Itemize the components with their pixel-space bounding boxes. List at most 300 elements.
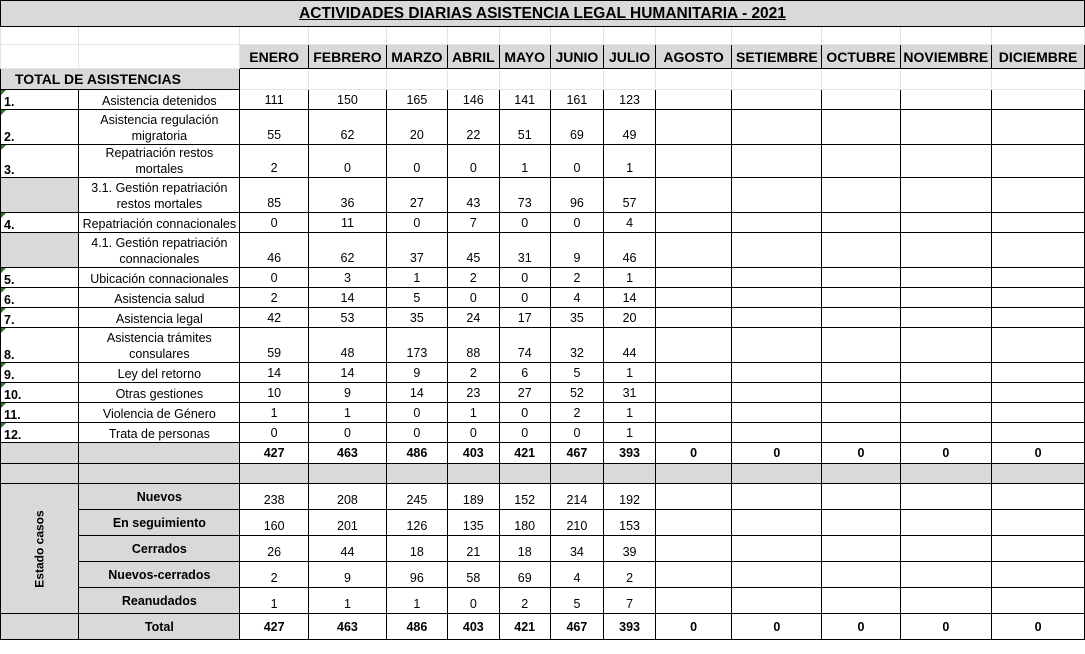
activity-value[interactable]: 43 [447,178,499,213]
activity-value[interactable]: 74 [499,328,550,363]
activities-total-value[interactable]: 421 [499,443,550,464]
activity-value[interactable] [732,268,822,288]
empty-cell[interactable] [550,69,604,90]
separator-cell[interactable] [550,464,604,484]
activity-value[interactable]: 44 [604,328,656,363]
activity-value[interactable] [900,110,992,145]
activity-value[interactable] [732,145,822,178]
activity-value[interactable]: 0 [499,268,550,288]
status-value[interactable] [992,536,1085,562]
status-value[interactable] [900,536,992,562]
activity-label[interactable]: Violencia de Género [79,403,240,423]
activity-value[interactable] [900,178,992,213]
activity-value[interactable]: 9 [550,233,604,268]
activity-number-blank[interactable] [1,178,79,213]
activity-value[interactable]: 53 [308,308,386,328]
status-value[interactable]: 0 [447,588,499,614]
empty-cell[interactable] [822,27,900,45]
empty-cell[interactable] [240,27,309,45]
status-value[interactable] [900,484,992,510]
activity-value[interactable]: 111 [240,90,309,110]
separator-cell[interactable] [499,464,550,484]
status-value[interactable]: 26 [240,536,309,562]
activity-value[interactable] [822,308,900,328]
activity-value[interactable]: 0 [447,423,499,443]
activity-value[interactable]: 1 [499,145,550,178]
empty-cell[interactable] [900,27,992,45]
activity-value[interactable]: 0 [240,268,309,288]
status-total-value[interactable]: 0 [992,614,1085,640]
activity-value[interactable]: 1 [604,145,656,178]
status-value[interactable]: 44 [308,536,386,562]
activity-value[interactable]: 69 [550,110,604,145]
status-value[interactable] [992,484,1085,510]
total-blank[interactable] [1,443,79,464]
activity-label[interactable]: Asistencia trámites consulares [79,328,240,363]
activity-value[interactable] [900,213,992,233]
activity-label[interactable]: Asistencia regulación migratoria [79,110,240,145]
status-value[interactable]: 152 [499,484,550,510]
status-value[interactable] [822,510,900,536]
activity-value[interactable] [655,328,731,363]
activity-value[interactable]: 0 [447,145,499,178]
status-value[interactable]: 2 [499,588,550,614]
status-label[interactable]: Cerrados [79,536,240,562]
activity-label[interactable]: Otras gestiones [79,383,240,403]
activity-value[interactable]: 10 [240,383,309,403]
empty-cell[interactable] [900,69,992,90]
empty-cell[interactable] [447,27,499,45]
activity-value[interactable] [822,363,900,383]
status-value[interactable] [822,562,900,588]
empty-cell[interactable] [822,69,900,90]
activity-label[interactable]: Repatriación restos mortales [79,145,240,178]
activities-total-value[interactable]: 427 [240,443,309,464]
activities-total-value[interactable]: 0 [822,443,900,464]
sheet-title[interactable]: ACTIVIDADES DIARIAS ASISTENCIA LEGAL HUMANITARIA - 2021 [1,1,1085,27]
activities-total-value[interactable]: 467 [550,443,604,464]
status-value[interactable]: 189 [447,484,499,510]
activity-number[interactable]: 9. [1,363,79,383]
activity-value[interactable] [655,145,731,178]
activity-value[interactable]: 0 [550,213,604,233]
activity-value[interactable]: 2 [550,268,604,288]
status-total-value[interactable]: 0 [900,614,992,640]
activity-value[interactable]: 150 [308,90,386,110]
status-value[interactable] [655,484,731,510]
month-header-diciembre[interactable]: DICIEMBRE [992,45,1085,69]
month-header-agosto[interactable]: AGOSTO [655,45,731,69]
activity-value[interactable]: 0 [386,213,447,233]
activity-value[interactable]: 0 [386,403,447,423]
status-value[interactable]: 2 [240,562,309,588]
status-value[interactable] [732,562,822,588]
activity-value[interactable]: 14 [604,288,656,308]
activity-value[interactable] [655,110,731,145]
activity-value[interactable]: 62 [308,233,386,268]
activity-value[interactable] [992,363,1085,383]
activity-value[interactable]: 3 [308,268,386,288]
month-header-noviembre[interactable]: NOVIEMBRE [900,45,992,69]
activity-value[interactable]: 20 [604,308,656,328]
activity-value[interactable] [822,213,900,233]
empty-cell[interactable] [499,27,550,45]
status-value[interactable]: 214 [550,484,604,510]
status-value[interactable]: 201 [308,510,386,536]
activity-value[interactable] [822,383,900,403]
separator-cell[interactable] [1,464,79,484]
activity-value[interactable]: 46 [604,233,656,268]
status-total-value[interactable]: 0 [732,614,822,640]
activity-value[interactable]: 0 [550,423,604,443]
activity-value[interactable] [732,178,822,213]
activities-total-value[interactable]: 463 [308,443,386,464]
status-value[interactable] [822,588,900,614]
status-total-value[interactable]: 393 [604,614,656,640]
empty-cell[interactable] [992,27,1085,45]
empty-cell[interactable] [79,45,240,69]
status-value[interactable]: 96 [386,562,447,588]
activity-value[interactable]: 146 [447,90,499,110]
activity-label[interactable]: 3.1. Gestión repatriación restos mortales [79,178,240,213]
activity-label[interactable]: Asistencia salud [79,288,240,308]
status-value[interactable] [822,536,900,562]
status-value[interactable]: 5 [550,588,604,614]
activity-value[interactable] [655,308,731,328]
activity-value[interactable]: 1 [308,403,386,423]
activity-value[interactable]: 7 [447,213,499,233]
activity-number[interactable]: 7. [1,308,79,328]
status-value[interactable]: 18 [499,536,550,562]
activity-value[interactable]: 35 [386,308,447,328]
activity-value[interactable]: 0 [499,423,550,443]
status-value[interactable]: 180 [499,510,550,536]
empty-cell[interactable] [1,45,79,69]
activity-value[interactable]: 0 [386,145,447,178]
status-total-value[interactable]: 0 [822,614,900,640]
activities-total-value[interactable]: 0 [655,443,731,464]
activity-value[interactable] [732,308,822,328]
status-value[interactable] [732,536,822,562]
activity-number[interactable]: 4. [1,213,79,233]
status-value[interactable] [655,536,731,562]
status-value[interactable] [900,562,992,588]
separator-cell[interactable] [386,464,447,484]
separator-cell[interactable] [822,464,900,484]
separator-cell[interactable] [655,464,731,484]
activity-value[interactable]: 22 [447,110,499,145]
activity-label[interactable]: Repatriación connacionales [79,213,240,233]
status-value[interactable]: 2 [604,562,656,588]
activity-value[interactable]: 0 [386,423,447,443]
status-value[interactable]: 69 [499,562,550,588]
empty-cell[interactable] [447,69,499,90]
activity-value[interactable]: 31 [499,233,550,268]
activities-total-value[interactable]: 403 [447,443,499,464]
activities-total-value[interactable]: 0 [900,443,992,464]
status-value[interactable]: 18 [386,536,447,562]
section-total-asistencias[interactable]: TOTAL DE ASISTENCIAS [1,69,240,90]
activity-value[interactable]: 4 [604,213,656,233]
month-header-enero[interactable]: ENERO [240,45,309,69]
status-value[interactable]: 7 [604,588,656,614]
activity-number[interactable]: 6. [1,288,79,308]
status-value[interactable]: 58 [447,562,499,588]
empty-cell[interactable] [386,69,447,90]
estado-casos-label[interactable] [1,484,79,614]
activity-value[interactable]: 0 [308,145,386,178]
status-label[interactable]: En seguimiento [79,510,240,536]
activity-value[interactable]: 20 [386,110,447,145]
activity-value[interactable]: 1 [604,403,656,423]
activity-value[interactable] [822,233,900,268]
activity-value[interactable] [655,383,731,403]
activity-value[interactable] [732,110,822,145]
activity-value[interactable]: 11 [308,213,386,233]
activity-value[interactable]: 0 [447,288,499,308]
activity-value[interactable] [732,90,822,110]
status-value[interactable]: 160 [240,510,309,536]
activity-value[interactable]: 9 [308,383,386,403]
activity-value[interactable]: 45 [447,233,499,268]
status-value[interactable]: 126 [386,510,447,536]
status-total-value[interactable]: 0 [655,614,731,640]
activity-label[interactable]: Ley del retorno [79,363,240,383]
status-value[interactable]: 238 [240,484,309,510]
activity-value[interactable] [992,233,1085,268]
activity-value[interactable]: 23 [447,383,499,403]
activity-value[interactable]: 1 [447,403,499,423]
activity-value[interactable]: 2 [447,363,499,383]
empty-cell[interactable] [655,27,731,45]
activity-value[interactable] [992,423,1085,443]
activity-value[interactable] [992,403,1085,423]
status-value[interactable] [822,484,900,510]
activity-value[interactable]: 27 [386,178,447,213]
empty-cell[interactable] [655,69,731,90]
separator-cell[interactable] [79,464,240,484]
month-header-mayo[interactable]: MAYO [499,45,550,69]
activity-value[interactable] [992,213,1085,233]
activity-value[interactable]: 51 [499,110,550,145]
activity-value[interactable] [655,233,731,268]
activity-value[interactable] [992,383,1085,403]
empty-cell[interactable] [386,27,447,45]
month-header-marzo[interactable]: MARZO [386,45,447,69]
separator-cell[interactable] [447,464,499,484]
status-value[interactable]: 39 [604,536,656,562]
activity-value[interactable]: 27 [499,383,550,403]
activity-number[interactable]: 11. [1,403,79,423]
activity-value[interactable] [732,423,822,443]
activity-value[interactable]: 14 [240,363,309,383]
activity-value[interactable]: 165 [386,90,447,110]
activity-value[interactable] [822,403,900,423]
activity-value[interactable]: 0 [550,145,604,178]
activity-value[interactable]: 1 [604,423,656,443]
status-value[interactable]: 21 [447,536,499,562]
activity-value[interactable]: 36 [308,178,386,213]
separator-cell[interactable] [240,464,309,484]
activity-value[interactable]: 14 [308,288,386,308]
activity-value[interactable]: 52 [550,383,604,403]
activity-value[interactable] [822,90,900,110]
status-total-value[interactable]: 421 [499,614,550,640]
status-value[interactable] [732,510,822,536]
status-value[interactable]: 1 [308,588,386,614]
activity-value[interactable] [900,363,992,383]
activity-value[interactable]: 1 [604,363,656,383]
activity-value[interactable] [822,178,900,213]
separator-cell[interactable] [604,464,656,484]
activities-total-value[interactable]: 393 [604,443,656,464]
activity-value[interactable] [732,233,822,268]
activity-value[interactable]: 31 [604,383,656,403]
empty-cell[interactable] [992,69,1085,90]
empty-cell[interactable] [499,69,550,90]
empty-cell[interactable] [308,69,386,90]
status-value[interactable] [655,588,731,614]
activity-value[interactable]: 0 [499,403,550,423]
activity-value[interactable] [900,90,992,110]
status-value[interactable] [992,588,1085,614]
month-header-junio[interactable]: JUNIO [550,45,604,69]
status-value[interactable]: 135 [447,510,499,536]
activity-value[interactable]: 14 [386,383,447,403]
activity-value[interactable]: 0 [308,423,386,443]
activity-value[interactable] [900,328,992,363]
separator-cell[interactable] [900,464,992,484]
activity-value[interactable]: 73 [499,178,550,213]
activity-value[interactable]: 2 [240,145,309,178]
status-value[interactable] [732,588,822,614]
status-value[interactable]: 9 [308,562,386,588]
status-label[interactable]: Nuevos [79,484,240,510]
activity-value[interactable]: 161 [550,90,604,110]
activity-value[interactable] [822,288,900,308]
activity-value[interactable]: 14 [308,363,386,383]
activity-value[interactable]: 49 [604,110,656,145]
status-value[interactable]: 245 [386,484,447,510]
status-value[interactable]: 210 [550,510,604,536]
status-value[interactable]: 34 [550,536,604,562]
month-header-julio[interactable]: JULIO [604,45,656,69]
activity-value[interactable] [992,145,1085,178]
activity-value[interactable]: 24 [447,308,499,328]
activity-value[interactable] [732,328,822,363]
empty-cell[interactable] [308,27,386,45]
activity-value[interactable]: 0 [499,213,550,233]
activity-value[interactable]: 5 [386,288,447,308]
status-value[interactable]: 4 [550,562,604,588]
activity-value[interactable] [992,288,1085,308]
activities-total-value[interactable]: 0 [732,443,822,464]
activity-value[interactable]: 37 [386,233,447,268]
activity-value[interactable]: 55 [240,110,309,145]
activity-value[interactable] [992,178,1085,213]
empty-cell[interactable] [732,69,822,90]
activity-value[interactable]: 57 [604,178,656,213]
activity-value[interactable] [655,90,731,110]
activity-value[interactable] [900,233,992,268]
activity-value[interactable]: 4 [550,288,604,308]
activity-value[interactable] [900,145,992,178]
activity-label[interactable]: Asistencia legal [79,308,240,328]
activity-value[interactable]: 32 [550,328,604,363]
status-total-value[interactable]: 467 [550,614,604,640]
activity-value[interactable]: 35 [550,308,604,328]
activity-value[interactable]: 46 [240,233,309,268]
activity-value[interactable] [655,288,731,308]
activity-number[interactable]: 2. [1,110,79,145]
total-label-blank[interactable] [79,443,240,464]
activity-value[interactable] [732,213,822,233]
empty-cell[interactable] [79,27,240,45]
separator-cell[interactable] [308,464,386,484]
activities-total-value[interactable]: 486 [386,443,447,464]
status-value[interactable] [992,510,1085,536]
activity-value[interactable] [992,328,1085,363]
activity-value[interactable]: 6 [499,363,550,383]
activity-value[interactable]: 88 [447,328,499,363]
activity-value[interactable] [900,308,992,328]
activity-value[interactable] [655,363,731,383]
activity-value[interactable] [992,308,1085,328]
empty-cell[interactable] [550,27,604,45]
activity-value[interactable]: 141 [499,90,550,110]
activity-number[interactable]: 5. [1,268,79,288]
activity-number[interactable]: 1. [1,90,79,110]
activity-label[interactable]: 4.1. Gestión repatriación connacionales [79,233,240,268]
month-header-febrero[interactable]: FEBRERO [308,45,386,69]
activity-value[interactable]: 9 [386,363,447,383]
activity-value[interactable]: 2 [240,288,309,308]
status-value[interactable]: 153 [604,510,656,536]
activity-value[interactable] [655,403,731,423]
activity-value[interactable]: 48 [308,328,386,363]
activity-value[interactable]: 123 [604,90,656,110]
activity-value[interactable] [900,423,992,443]
activity-value[interactable] [822,423,900,443]
activity-label[interactable]: Ubicación connacionales [79,268,240,288]
activity-value[interactable]: 173 [386,328,447,363]
activity-value[interactable]: 96 [550,178,604,213]
activity-value[interactable]: 62 [308,110,386,145]
status-total-value[interactable]: 463 [308,614,386,640]
status-value[interactable] [900,510,992,536]
status-total-value[interactable]: 486 [386,614,447,640]
activity-value[interactable]: 85 [240,178,309,213]
status-total-value[interactable]: 403 [447,614,499,640]
activity-value[interactable] [900,383,992,403]
status-total-blank[interactable] [1,614,79,640]
activity-value[interactable] [732,363,822,383]
activity-value[interactable]: 2 [550,403,604,423]
status-value[interactable]: 208 [308,484,386,510]
activity-value[interactable] [655,178,731,213]
activity-label[interactable]: Asistencia detenidos [79,90,240,110]
empty-cell[interactable] [1,27,79,45]
empty-cell[interactable] [732,27,822,45]
month-header-setiembre[interactable]: SETIEMBRE [732,45,822,69]
month-header-abril[interactable]: ABRIL [447,45,499,69]
activity-number[interactable]: 10. [1,383,79,403]
activity-value[interactable] [992,268,1085,288]
activity-value[interactable] [655,423,731,443]
activity-value[interactable]: 0 [240,423,309,443]
activity-value[interactable] [732,403,822,423]
activity-value[interactable] [822,110,900,145]
